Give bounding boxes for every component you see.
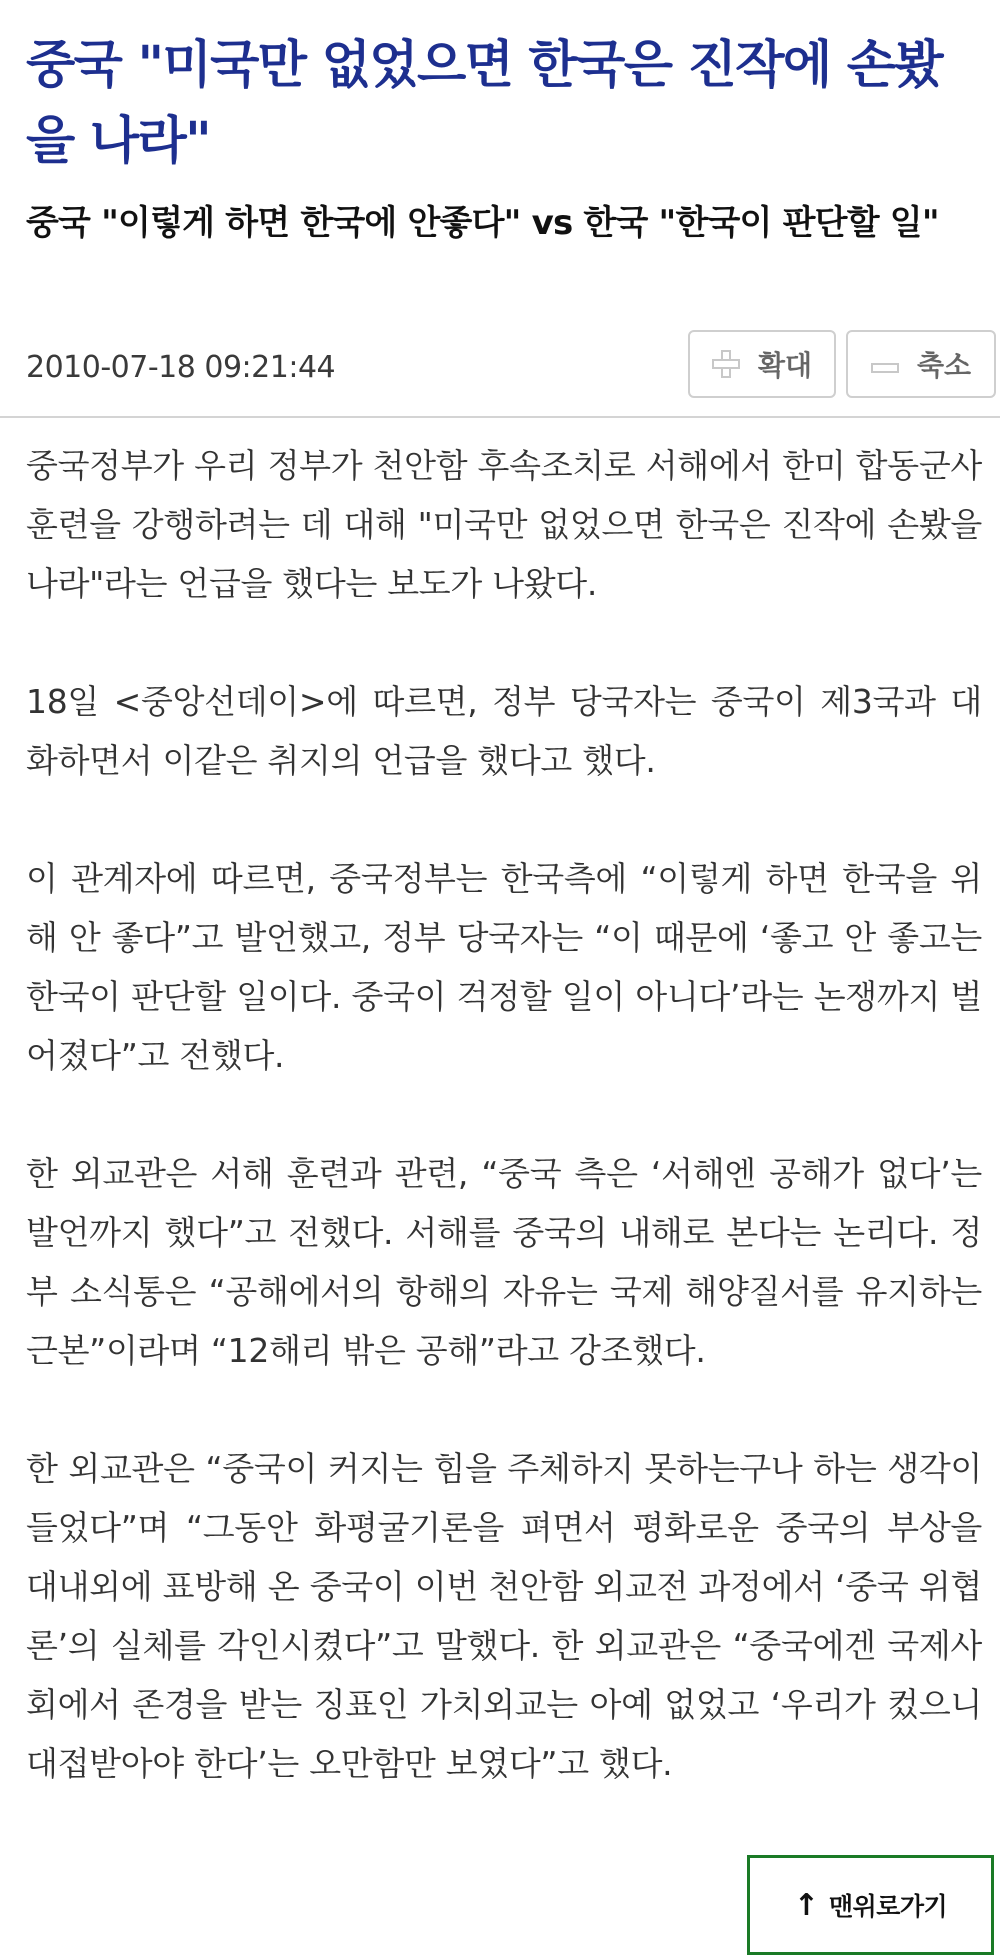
font-size-increase-button[interactable] xyxy=(688,330,836,398)
article-timestamp: 2010-07-18 09:21:44 xyxy=(26,350,336,385)
article-paragraph: 18일 <중앙선데이>에 따르면, 정부 당국자는 중국이 제3국과 대화하면서 이같은 취지의 언급을 했다고 했다. xyxy=(26,682,982,780)
article-body xyxy=(26,436,982,1852)
article-paragraph: 한 외교관은 서해 훈련과 관련, “중국 측은 ‘서해엔 공해가 없다’는 발언까지 했다”고 전했다. 서해를 중국의 내해로 본다는 논리다. 정부 소식통은 “공해에서의 항해의 자유는 국제 해양질서를 유지하는 근본”이라며 “12해리 밖은 공해”라고 강조했다. xyxy=(26,1154,982,1370)
minus-icon xyxy=(871,363,899,373)
article-subheadline: 중국 "이렇게 하면 한국에 안좋다" vs 한국 "한국이 판단할 일" xyxy=(26,203,939,243)
arrow-up-icon: ↑ xyxy=(793,1887,819,1923)
font-size-increase-label: 확대 xyxy=(757,349,813,382)
article-paragraph: 한 외교관은 “중국이 커지는 힘을 주체하지 못하는구나 하는 생각이 들었다”며 “그동안 화평굴기론을 펴면서 평화로운 중국의 부상을 대내외에 표방해 온 중국이 이번 천안함 외교전 과정에서 ‘중국 위협론’의 실체를 각인시켰다”고 말했다. 한 외교관은 “중국에겐 국제사회에서 존경을 받는 징표인 가치외교는 아예 없었고 ‘우리가 컸으니 대접받아야 한다’는 오만함만 보였다”고 했다. xyxy=(26,1449,982,1783)
font-size-decrease-label: 축소 xyxy=(916,349,972,382)
font-size-decrease-button[interactable] xyxy=(846,330,996,398)
article-paragraph: 중국정부가 우리 정부가 천안함 후속조치로 서해에서 한미 합동군사훈련을 강행하려는 데 대해 "미국만 없었으면 한국은 진작에 손봤을 나라"라는 언급을 했다는 보도가 나왔다. xyxy=(26,446,982,603)
plus-icon xyxy=(712,350,740,378)
article-headline: 중국 "미국만 없었으면 한국은 진작에 손봤을 나라" xyxy=(26,36,943,171)
article-meta-bar xyxy=(0,340,1000,418)
scroll-to-top-label: 맨위로가기 xyxy=(828,1892,948,1921)
article-paragraph: 이 관계자에 따르면, 중국정부는 한국측에 “이렇게 하면 한국을 위해 안 좋다”고 발언했고, 정부 당국자는 “이 때문에 ‘좋고 안 좋고는 한국이 판단할 일이다. 중국이 걱정할 일이 아니다’라는 논쟁까지 벌어졌다”고 전했다. xyxy=(26,859,982,1075)
scroll-to-top-button[interactable] xyxy=(747,1855,994,1955)
